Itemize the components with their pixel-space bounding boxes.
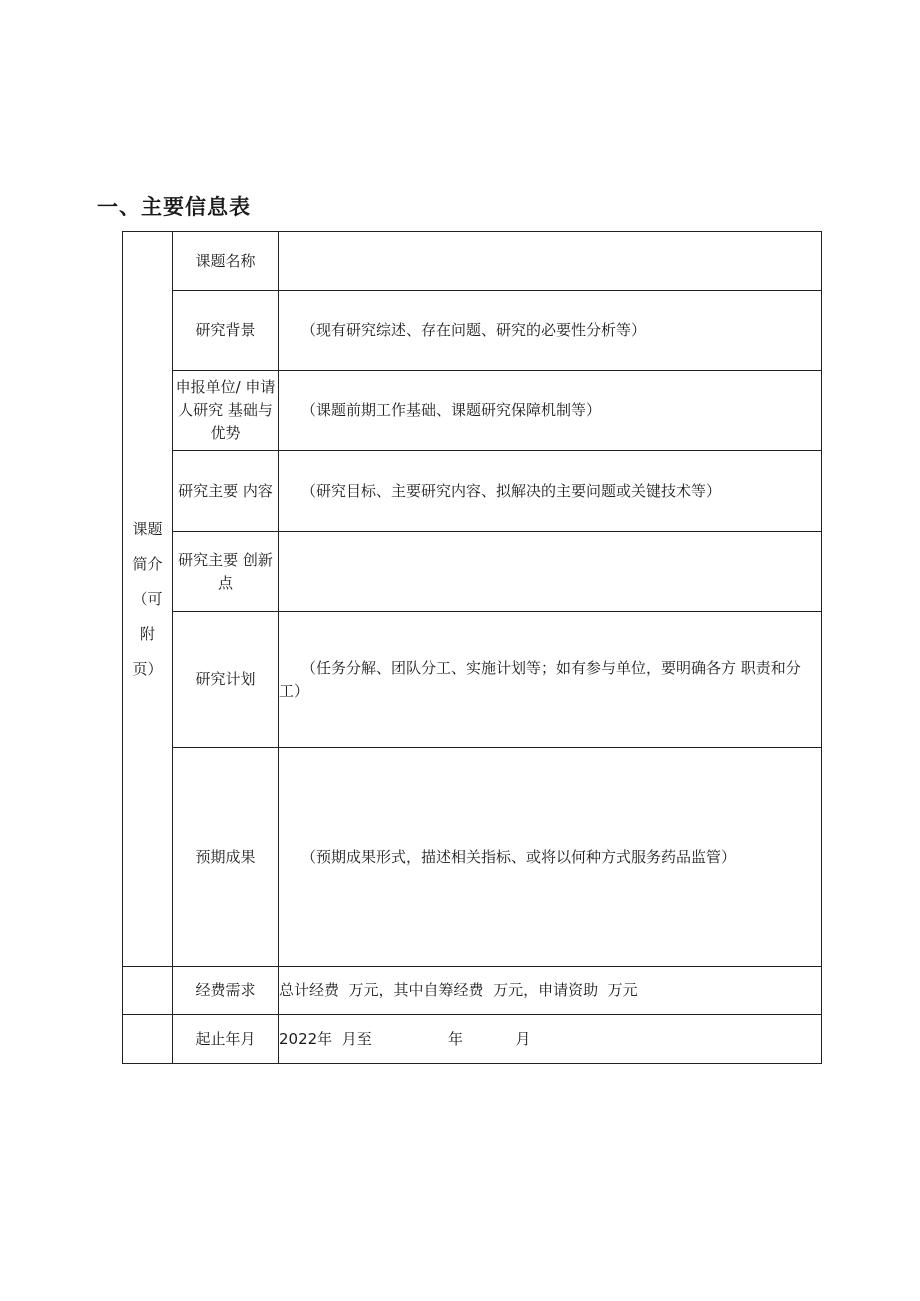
project-name-field[interactable] bbox=[279, 232, 822, 291]
innovation-points-field[interactable] bbox=[279, 532, 822, 612]
expected-results-field[interactable]: （预期成果形式，描述相关指标、或将以何种方式服务药品监管） bbox=[279, 748, 822, 967]
research-background-field[interactable]: （现有研究综述、存在问题、研究的必要性分析等） bbox=[279, 291, 822, 371]
main-content-label: 研究主要 内容 bbox=[173, 451, 279, 532]
row-funding bbox=[123, 967, 822, 1015]
row-project-name bbox=[123, 232, 822, 291]
applicant-foundation-label: 申报单位/ 申请人研究 基础与优势 bbox=[173, 371, 279, 451]
side-label-text: 课题简介（可附页） bbox=[132, 519, 163, 678]
project-summary-side-label bbox=[123, 232, 173, 967]
section-title: 一、主要信息表 bbox=[97, 195, 251, 219]
funding-field[interactable]: 总计经费 万元，其中自筹经费 万元，申请资助 万元 bbox=[279, 967, 822, 1015]
project-name-label: 课题名称 bbox=[173, 232, 279, 291]
row-period bbox=[123, 1015, 822, 1064]
row-research-background bbox=[123, 291, 822, 371]
row-main-content bbox=[123, 451, 822, 532]
period-label: 起止年月 bbox=[173, 1015, 279, 1064]
row-expected-results bbox=[123, 748, 822, 967]
applicant-foundation-field[interactable]: （课题前期工作基础、课题研究保障机制等） bbox=[279, 371, 822, 451]
row-research-plan bbox=[123, 612, 822, 748]
side-blank-cell bbox=[123, 1015, 173, 1064]
expected-results-label: 预期成果 bbox=[173, 748, 279, 967]
side-blank-cell bbox=[123, 967, 173, 1015]
research-plan-label: 研究计划 bbox=[173, 612, 279, 748]
row-applicant-foundation bbox=[123, 371, 822, 451]
funding-label: 经费需求 bbox=[173, 967, 279, 1015]
row-innovation-points bbox=[123, 532, 822, 612]
period-field[interactable]: 2022年 月至 年 月 bbox=[279, 1015, 822, 1064]
innovation-points-label: 研究主要 创新点 bbox=[173, 532, 279, 612]
research-background-label: 研究背景 bbox=[173, 291, 279, 371]
main-info-table bbox=[122, 231, 822, 1064]
main-content-field[interactable]: （研究目标、主要研究内容、拟解决的主要问题或关键技术等） bbox=[279, 451, 822, 532]
research-plan-field[interactable]: （任务分解、团队分工、实施计划等；如有参与单位，要明确各方 职责和分工） bbox=[279, 612, 822, 748]
